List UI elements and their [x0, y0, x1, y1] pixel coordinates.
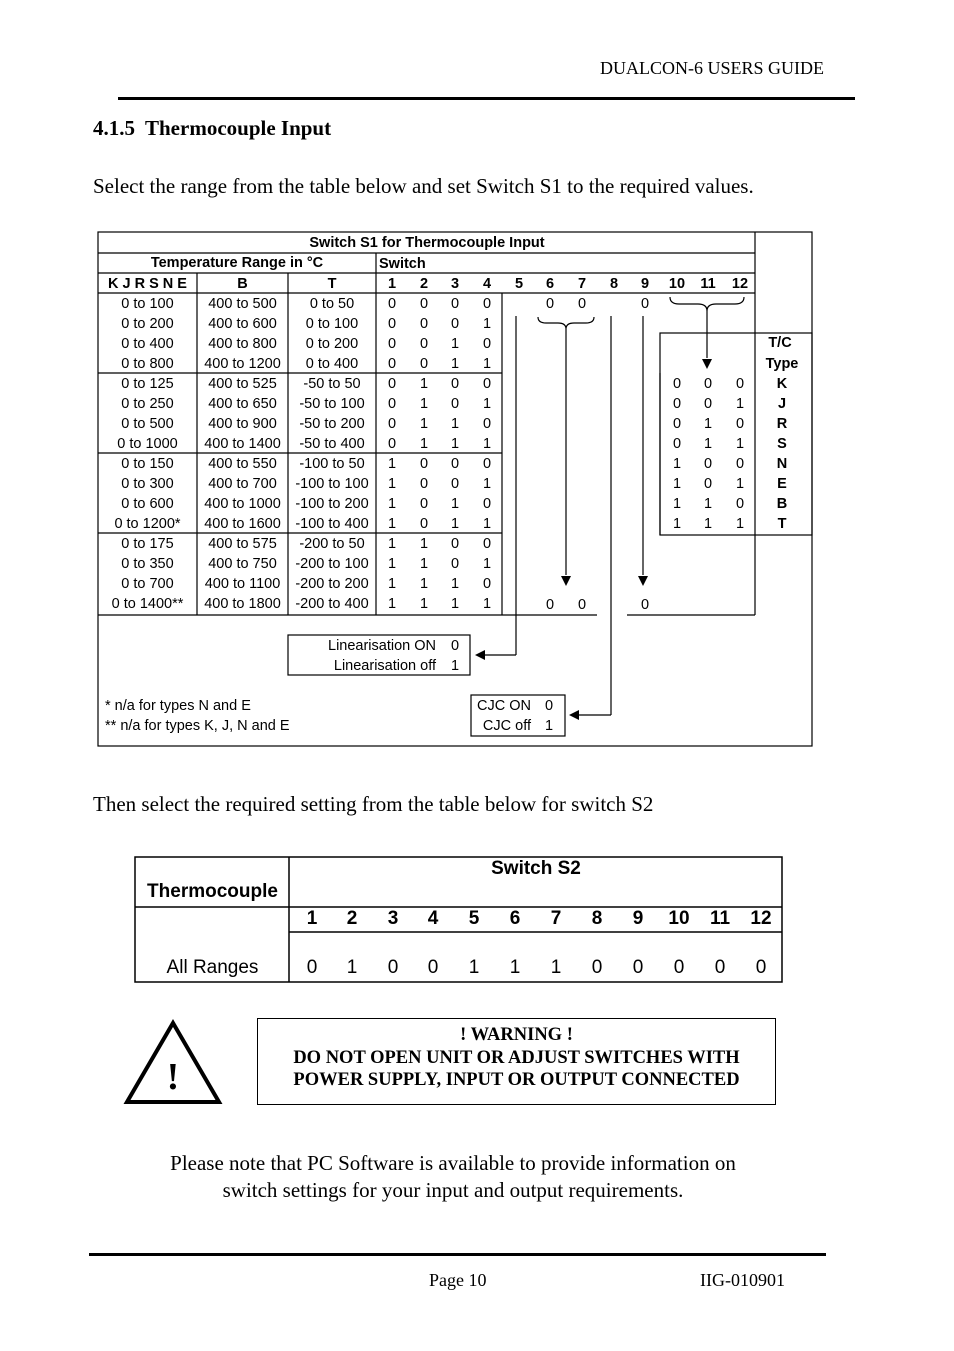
tc-bit-B-10: 1	[672, 496, 682, 512]
warning-triangle-icon	[123, 1018, 223, 1108]
range-b-2: 400 to 800	[208, 336, 277, 352]
switch-bit-4-3: 0	[450, 376, 460, 392]
footnote-1: ** n/a for types K, J, N and E	[105, 718, 290, 734]
switch-bit-10-1: 1	[387, 496, 397, 512]
switch-s2-table	[134, 856, 783, 983]
brace-switch6-7	[538, 317, 594, 329]
switch-bit-5-1: 0	[387, 396, 397, 412]
switch-bit-6-2: 1	[419, 416, 429, 432]
switch-bit-3-3: 1	[450, 356, 460, 372]
switch-bit-8-3: 0	[450, 456, 460, 472]
switch-number-3: 3	[450, 276, 460, 292]
warning-box	[257, 1018, 776, 1105]
tc-bit-T-12: 1	[735, 516, 745, 532]
range-kjrsne-5: 0 to 250	[121, 396, 174, 412]
switch-bit-5-4: 1	[482, 396, 492, 412]
range-b-7: 400 to 1400	[204, 436, 281, 452]
switch-bit-13-4: 1	[482, 556, 492, 572]
switch-bit-7-4: 1	[482, 436, 492, 452]
range-t-14: -200 to 200	[295, 576, 369, 592]
switch-bit-2-3: 1	[450, 336, 460, 352]
range-t-11: -100 to 400	[295, 516, 369, 532]
range-kjrsne-4: 0 to 125	[121, 376, 174, 392]
tc-bit-N-10: 1	[672, 456, 682, 472]
range-t-13: -200 to 100	[295, 556, 369, 572]
tc-bit-S-12: 1	[735, 436, 745, 452]
tc-type-K: K	[776, 376, 788, 392]
range-b-1: 400 to 600	[208, 316, 277, 332]
range-kjrsne-7: 0 to 1000	[117, 436, 178, 452]
switch-bit-0-1: 0	[387, 296, 397, 312]
s2-switch-number-12: 12	[750, 908, 772, 929]
switch-bit-15-4: 1	[482, 596, 492, 612]
tc-bit-S-11: 1	[703, 436, 713, 452]
switch-bit-8-2: 0	[419, 456, 429, 472]
range-b-13: 400 to 750	[208, 556, 277, 572]
tc-bit-T-11: 1	[703, 516, 713, 532]
switch-bit-14-1: 1	[387, 576, 397, 592]
switch-bit-12-2: 1	[419, 536, 429, 552]
switch-bit-11-1: 1	[387, 516, 397, 532]
running-header: DUALCON-6 USERS GUIDE	[600, 58, 824, 78]
switch6-bottom-value: 0	[545, 597, 555, 613]
s2-switch-number-5: 5	[468, 908, 480, 929]
tc-type-N: N	[776, 456, 788, 472]
switch-bit-11-3: 1	[450, 516, 460, 532]
col-header-b: B	[237, 276, 248, 292]
linearisation-value-1: 1	[450, 658, 460, 674]
tc-bit-J-11: 0	[703, 396, 713, 412]
s2-switch-value-2: 1	[346, 957, 358, 978]
col-header-t: T	[327, 276, 337, 292]
s2-switch-number-2: 2	[346, 908, 358, 929]
range-t-8: -100 to 50	[299, 456, 365, 472]
switch-number-12: 12	[731, 276, 749, 292]
footer-rule	[89, 1253, 826, 1256]
s2-switch-value-1: 0	[306, 957, 318, 978]
switch-bit-15-3: 1	[450, 596, 460, 612]
switch-bit-5-2: 1	[419, 396, 429, 412]
s2-switch-value-5: 1	[468, 957, 480, 978]
s2-switch-number-4: 4	[427, 908, 439, 929]
tc-bit-R-10: 0	[672, 416, 682, 432]
range-t-3: 0 to 400	[305, 356, 359, 372]
page-number: Page 10	[429, 1270, 487, 1290]
switch-bit-7-3: 1	[450, 436, 460, 452]
switch-bit-1-1: 0	[387, 316, 397, 332]
range-b-15: 400 to 1800	[204, 596, 281, 612]
range-b-10: 400 to 1000	[204, 496, 281, 512]
range-t-6: -50 to 200	[299, 416, 365, 432]
range-kjrsne-3: 0 to 800	[121, 356, 174, 372]
tc-type-J: J	[777, 396, 787, 412]
software-note-line-1: Please note that PC Software is available to provide information on	[170, 1151, 736, 1175]
tc-bit-K-12: 0	[735, 376, 745, 392]
arrow-head-switch6-7	[561, 576, 571, 586]
arrow-head-cjc	[569, 710, 579, 720]
range-b-0: 400 to 500	[208, 296, 277, 312]
switch-bit-8-1: 1	[387, 456, 397, 472]
tc-bit-B-12: 0	[735, 496, 745, 512]
section-title: Thermocouple Input	[145, 116, 332, 140]
switch9-top-value: 0	[640, 296, 650, 312]
switch-number-11: 11	[700, 276, 716, 292]
range-b-8: 400 to 550	[208, 456, 277, 472]
switch-bit-5-3: 0	[450, 396, 460, 412]
range-kjrsne-2: 0 to 400	[121, 336, 174, 352]
tc-bit-E-10: 1	[672, 476, 682, 492]
switch-bit-14-2: 1	[419, 576, 429, 592]
range-kjrsne-14: 0 to 700	[121, 576, 174, 592]
tc-bit-E-11: 0	[703, 476, 713, 492]
switch-number-6: 6	[545, 276, 555, 292]
s2-switch-number-8: 8	[591, 908, 603, 929]
switch-bit-6-3: 1	[450, 416, 460, 432]
switch-bit-9-2: 0	[419, 476, 429, 492]
s2-switch-number-7: 7	[550, 908, 562, 929]
range-kjrsne-0: 0 to 100	[121, 296, 174, 312]
range-kjrsne-11: 0 to 1200*	[114, 516, 181, 532]
cjc-value-1: 1	[544, 718, 554, 734]
switch-bit-13-1: 1	[387, 556, 397, 572]
s2-switch-number-9: 9	[632, 908, 644, 929]
switch-bit-3-2: 0	[419, 356, 429, 372]
section-number: 4.1.5	[93, 116, 135, 140]
software-note	[0, 1150, 906, 1204]
tc-bit-R-11: 1	[703, 416, 713, 432]
switch-bit-11-2: 0	[419, 516, 429, 532]
linearisation-label-1: Linearisation off	[333, 658, 436, 674]
s2-switch-value-9: 0	[632, 957, 644, 978]
range-kjrsne-8: 0 to 150	[121, 456, 174, 472]
switch7-top-value: 0	[577, 296, 587, 312]
footnote-0: * n/a for types N and E	[105, 698, 251, 714]
range-b-11: 400 to 1600	[204, 516, 281, 532]
range-t-5: -50 to 100	[299, 396, 365, 412]
intro-paragraph: Select the range from the table below and set Switch S1 to the required values.	[93, 174, 754, 198]
switch-bit-10-3: 1	[450, 496, 460, 512]
switch-bit-6-1: 0	[387, 416, 397, 432]
s2-left-header: Thermocouple	[147, 881, 278, 902]
switch-bit-3-1: 0	[387, 356, 397, 372]
tc-bit-N-12: 0	[735, 456, 745, 472]
switch-bit-4-4: 0	[482, 376, 492, 392]
switch-bit-0-4: 0	[482, 296, 492, 312]
range-b-4: 400 to 525	[208, 376, 277, 392]
range-b-5: 400 to 650	[208, 396, 277, 412]
temp-range-header: Temperature Range in °C	[150, 255, 324, 271]
tc-bit-B-11: 1	[703, 496, 713, 512]
linearisation-value-0: 0	[450, 638, 460, 654]
switch-bit-1-2: 0	[419, 316, 429, 332]
switch-bit-2-4: 0	[482, 336, 492, 352]
range-kjrsne-12: 0 to 175	[121, 536, 174, 552]
range-t-2: 0 to 200	[305, 336, 359, 352]
tc-bit-E-12: 1	[735, 476, 745, 492]
switch-bit-15-1: 1	[387, 596, 397, 612]
switch-number-5: 5	[514, 276, 524, 292]
switch-bit-14-4: 0	[482, 576, 492, 592]
cjc-label-0: CJC ON	[477, 698, 531, 714]
switch-bit-4-2: 1	[419, 376, 429, 392]
switch-bit-4-1: 0	[387, 376, 397, 392]
switch9-bottom-value: 0	[640, 597, 650, 613]
s2-switch-number-1: 1	[306, 908, 318, 929]
switch-bit-9-4: 1	[482, 476, 492, 492]
s2-switch-value-4: 0	[427, 957, 439, 978]
s2-switch-value-11: 0	[714, 957, 726, 978]
tc-type-E: E	[777, 476, 787, 492]
tc-bit-S-10: 0	[672, 436, 682, 452]
switch-bit-8-4: 0	[482, 456, 492, 472]
switch-bit-0-3: 0	[450, 296, 460, 312]
tc-type-R: R	[776, 416, 788, 432]
switch-bit-12-1: 1	[387, 536, 397, 552]
range-t-15: -200 to 400	[295, 596, 369, 612]
software-note-line-2: switch settings for your input and output requirements.	[222, 1178, 684, 1202]
linearisation-label-0: Linearisation ON	[328, 638, 436, 654]
switch-number-4: 4	[482, 276, 492, 292]
tc-header-line-1: T/C	[768, 335, 792, 351]
switch-bit-15-2: 1	[419, 596, 429, 612]
switch-bit-13-2: 1	[419, 556, 429, 572]
range-b-14: 400 to 1100	[204, 576, 281, 592]
switch-bit-10-2: 0	[419, 496, 429, 512]
warning-title: ! WARNING !	[460, 1025, 573, 1045]
cjc-label-1: CJC off	[482, 718, 531, 734]
s2-switch-value-6: 1	[509, 957, 521, 978]
range-b-12: 400 to 575	[208, 536, 277, 552]
arrow-head-switch10-12	[702, 359, 712, 369]
col-header-kjrsne: K J R S N E	[108, 276, 187, 292]
tc-bit-K-11: 0	[703, 376, 713, 392]
range-t-0: 0 to 50	[309, 296, 355, 312]
brace-switch10-12	[670, 297, 744, 311]
range-t-4: -50 to 50	[303, 376, 361, 392]
switch-bit-9-1: 1	[387, 476, 397, 492]
range-t-10: -100 to 200	[295, 496, 369, 512]
switch-number-1: 1	[387, 276, 397, 292]
switch-bit-7-2: 1	[419, 436, 429, 452]
range-b-6: 400 to 900	[208, 416, 277, 432]
switch-number-2: 2	[419, 276, 429, 292]
switch-bit-1-3: 0	[450, 316, 460, 332]
tc-type-S: S	[777, 436, 787, 452]
range-kjrsne-9: 0 to 300	[121, 476, 174, 492]
warning-line-2: POWER SUPPLY, INPUT OR OUTPUT CONNECTED	[293, 1070, 740, 1090]
switch-bit-12-3: 0	[450, 536, 460, 552]
switch-number-10: 10	[668, 276, 686, 292]
tc-bit-J-12: 1	[735, 396, 745, 412]
range-t-12: -200 to 50	[299, 536, 365, 552]
range-kjrsne-13: 0 to 350	[121, 556, 174, 572]
document-id: IIG-010901	[700, 1270, 785, 1290]
switch-header: Switch	[379, 256, 426, 272]
range-t-9: -100 to 100	[295, 476, 369, 492]
s2-switch-number-11: 11	[709, 908, 731, 929]
s2-intro-paragraph: Then select the required setting from the table below for switch S2	[93, 792, 654, 816]
tc-type-B: B	[776, 496, 788, 512]
tc-bit-N-11: 0	[703, 456, 713, 472]
switch-bit-1-4: 1	[482, 316, 492, 332]
tc-header-line-2: Type	[765, 356, 799, 372]
tc-bit-K-10: 0	[672, 376, 682, 392]
switch-bit-2-2: 0	[419, 336, 429, 352]
s2-switch-value-3: 0	[387, 957, 399, 978]
s2-switch-number-10: 10	[668, 908, 690, 929]
switch-bit-14-3: 1	[450, 576, 460, 592]
s2-switch-number-3: 3	[387, 908, 399, 929]
tc-bit-T-10: 1	[672, 516, 682, 532]
warning-line-1: DO NOT OPEN UNIT OR ADJUST SWITCHES WITH	[293, 1047, 740, 1068]
switch-bit-3-4: 1	[482, 356, 492, 372]
warning-symbol: !	[166, 1056, 180, 1098]
s2-switch-number-6: 6	[509, 908, 521, 929]
s2-switch-value-7: 1	[550, 957, 562, 978]
switch-bit-11-4: 1	[482, 516, 492, 532]
range-kjrsne-6: 0 to 500	[121, 416, 174, 432]
tc-bit-J-10: 0	[672, 396, 682, 412]
range-b-9: 400 to 700	[208, 476, 277, 492]
s2-switch-value-10: 0	[673, 957, 685, 978]
switch7-bottom-value: 0	[577, 597, 587, 613]
switch-number-8: 8	[609, 276, 619, 292]
switch6-top-value: 0	[545, 296, 555, 312]
arrow-head-switch9	[638, 576, 648, 586]
cjc-value-0: 0	[544, 698, 554, 714]
s2-title: Switch S2	[491, 858, 581, 879]
switch-bit-0-2: 0	[419, 296, 429, 312]
tc-bit-R-12: 0	[735, 416, 745, 432]
switch-bit-6-4: 0	[482, 416, 492, 432]
switch-bit-2-1: 0	[387, 336, 397, 352]
switch-bit-10-4: 0	[482, 496, 492, 512]
s1-title: Switch S1 for Thermocouple Input	[309, 235, 545, 251]
switch-bit-13-3: 0	[450, 556, 460, 572]
tc-type-T: T	[777, 516, 787, 532]
range-kjrsne-1: 0 to 200	[121, 316, 174, 332]
switch-bit-12-4: 0	[482, 536, 492, 552]
s2-row-label: All Ranges	[166, 957, 259, 978]
switch-bit-9-3: 0	[450, 476, 460, 492]
range-kjrsne-15: 0 to 1400**	[111, 596, 184, 612]
switch-bit-7-1: 0	[387, 436, 397, 452]
arrow-head-linearisation	[475, 650, 485, 660]
range-b-3: 400 to 1200	[204, 356, 281, 372]
range-t-1: 0 to 100	[305, 316, 359, 332]
s2-switch-value-8: 0	[591, 957, 603, 978]
s2-switch-value-12: 0	[755, 957, 767, 978]
switch-number-9: 9	[640, 276, 650, 292]
range-kjrsne-10: 0 to 600	[121, 496, 174, 512]
range-t-7: -50 to 400	[299, 436, 365, 452]
switch-number-7: 7	[577, 276, 587, 292]
